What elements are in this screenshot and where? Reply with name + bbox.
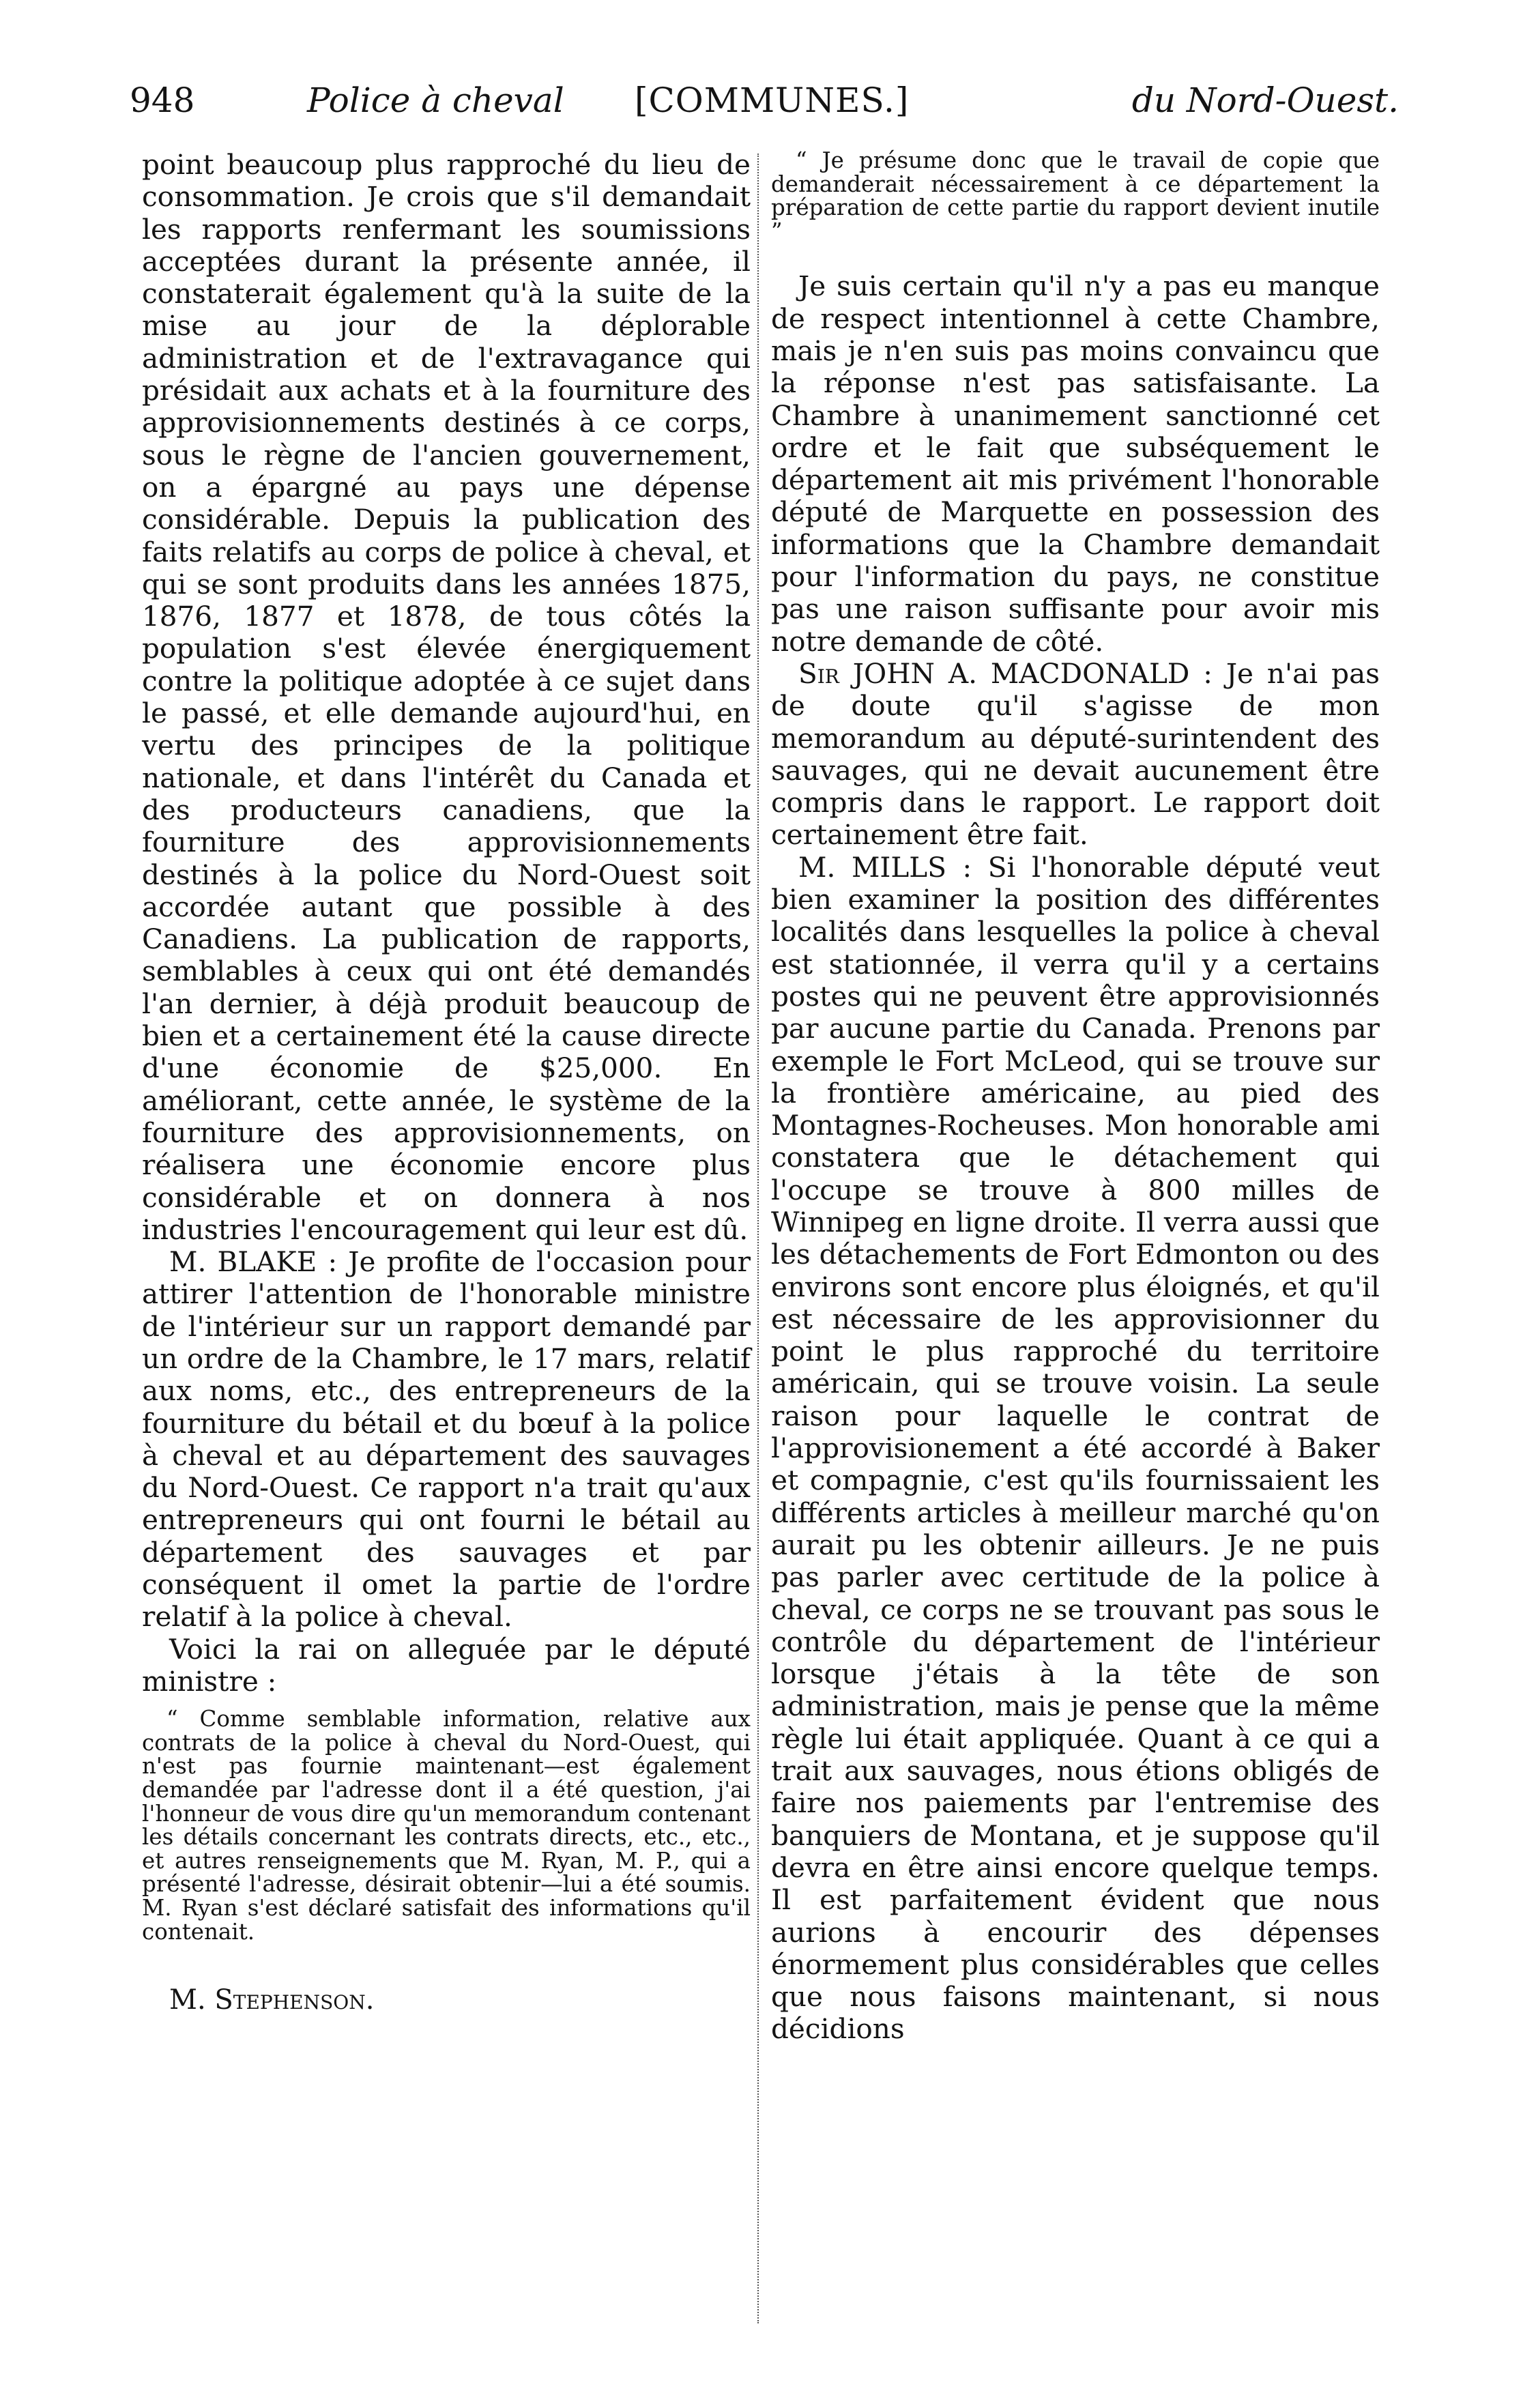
running-title-left: Police à cheval [307,81,564,120]
quote-signature: M. Stephenson. [169,1984,375,2016]
left-column [142,149,751,2016]
quoted-letter-end: “ Je présume donc que le travail de copie que demanderait nécessairement à ce département la préparation de cette partie du rapport devient inutile ” [771,147,1380,244]
quoted-letter: “ Comme semblable information, relative aux contrats de la police à cheval du Nord-Ouest, qui n'est pas fournie maintenant—est également demandée par l'adresse dont il a été question, j'ai l'honneur de vous dire qu'un memorandum contenant les détails concernant les contrats directs, etc., etc., et autres renseignements que M. Ryan, M. P., qui a présenté l'adresse, désirait obtenir—lui a été soumis. M. Ryan s'est déclaré satisfait des informations qu'il contenait. [142,1706,751,1945]
page-number: 948 [130,81,195,120]
right-column [771,149,1380,2046]
paragraph-mills [771,852,1380,2046]
paragraph-blake [142,1246,751,1634]
paragraph-continuation: point beaucoup plus rapproché du lieu de consommation. Je crois que s'il demandait les rapports renfermant les soumissions acceptées durant la présente année, il constaterait également qu'à la suite de la mise au jour de la déplorable administration et de l'extravagance qui présidait aux achats et à la fourniture des approvisionnements destinés à ce corps, sous le règne de l'ancien gouvernement, on a épargné au pays une dépense considérable. Depuis la publication des faits relatifs au corps de police à cheval, et qui se sont produits dans les années 1875, 1876, 1877 et 1878, de tous côtés la population s'est élevée énergiquement contre la politique adoptée à ce sujet dans le passé, et elle demande aujourd'hui, en vertu des principes de la politique nationale, et dans l'intérêt du Canada et des producteurs canadiens, que la fourniture des approvisionnements destinés à la police du Nord-Ouest soit accordée autant que possible à des Canadiens. La publication de rapports, semblables à ceux qui ont été demandés l'an dernier, à déjà produit beaucoup de bien et a certainement été la cause directe d'une économie de $25,000. En améliorant, cette année, le système de la fourniture des approvisionnements, on réalisera une économie encore plus considérable et on donnera à nos industries l'encouragement qui leur est dû. [142,148,751,1246]
speaker-macdonald: Sir JOHN A. MACDONALD [798,656,1190,690]
mills-speech: : Si l'honorable député veut bien examiner la position des différentes localités dans lesquelles la police à cheval est stationnée, il verra qu'il y a certains postes qui ne peuvent être approvisionnés par aucune partie du Canada. Prenons par exemple le Fort McLeod, qui se trouve sur la frontière américaine, au pied des Montagnes-Rocheuses. Mon honorable ami constatera que le détachement qui l'occupe se trouve à 800 milles de Winnipeg en ligne droite. Il verra aussi que les détachements de Fort Edmonton ou des environs sont encore plus éloignés, et qu'il est nécessaire de les approvisionner du point le plus rapproché du territoire américain, qui se trouve voisin. La seule raison pour laquelle le contrat de l'approvisionement a été accordé à Baker et compagnie, c'est qu'ils fournissaient les différents articles à meilleur marché qu'on aurait pu les obtenir ailleurs. Je ne puis pas parler avec certitude de la police à cheval, ce corps ne se trouvant pas sous le contrôle du département de l'intérieur lorsque j'étais à la tête de son administration, mais je pense que la même règle lui était appliquée. Quant à ce qui a trait aux sauvages, nous étions obligés de faire nos paiements par l'entremise des banquiers de Montana, et je suppose qu'il devra en être ainsi encore quelque temps. Il est parfaitement évident que nous aurions à encourir des dépenses énormement plus considérables que celles que nous faisons maintenant, si nous décidions [771,850,1380,2046]
blake-speech: : Je profite de l'occasion pour attirer l'attention de l'honorable ministre de l'intérieur sur un rapport demandé par un ordre de la Chambre, le 17 mars, relatif aux noms, etc., des entrepreneurs de la fourniture du bétail et du bœuf à la police à cheval et au département des sauvages du Nord-Ouest. Ce rapport n'a trait qu'aux entrepreneurs qui ont fourni le bétail au département des sauvages et par conséquent il omet la partie de l'ordre relatif à la police à cheval. [142,1245,751,1634]
paragraph-macdonald [771,658,1380,852]
speaker-blake: M. BLAKE [169,1245,317,1279]
macdonald-speech: : Je n'ai pas de doute qu'il s'agisse de mon memorandum au député-surintendent des sauvages, qui ne devait aucunement être compris dans le rapport. Le rapport doit certainement être fait. [771,656,1380,852]
paragraph-deputy-reason: Voici la rai on alleguée par le député ministre : [142,1632,751,1698]
column-divider [757,154,759,2323]
running-title-center: [COMMUNES.] [635,81,910,120]
speaker-mills: M. MILLS [798,850,946,884]
page-header [130,81,1399,128]
running-title-right: du Nord-Ouest. [1131,81,1399,120]
paragraph-blake-continued: Je suis certain qu'il n'y a pas eu manque de respect intentionnel à cette Chambre, mais je n'en suis pas moins convaincu que la réponse n'est pas satisfaisante. La Chambre à unanimement sanctionné cet ordre et le fait que subséquement le département ait mis privément l'honorable député de Marquette en possession des informations que la Chambre demandait pour l'information du pays, ne constitue pas une raison suffisante pour avoir mis notre demande de côté. [771,270,1380,658]
